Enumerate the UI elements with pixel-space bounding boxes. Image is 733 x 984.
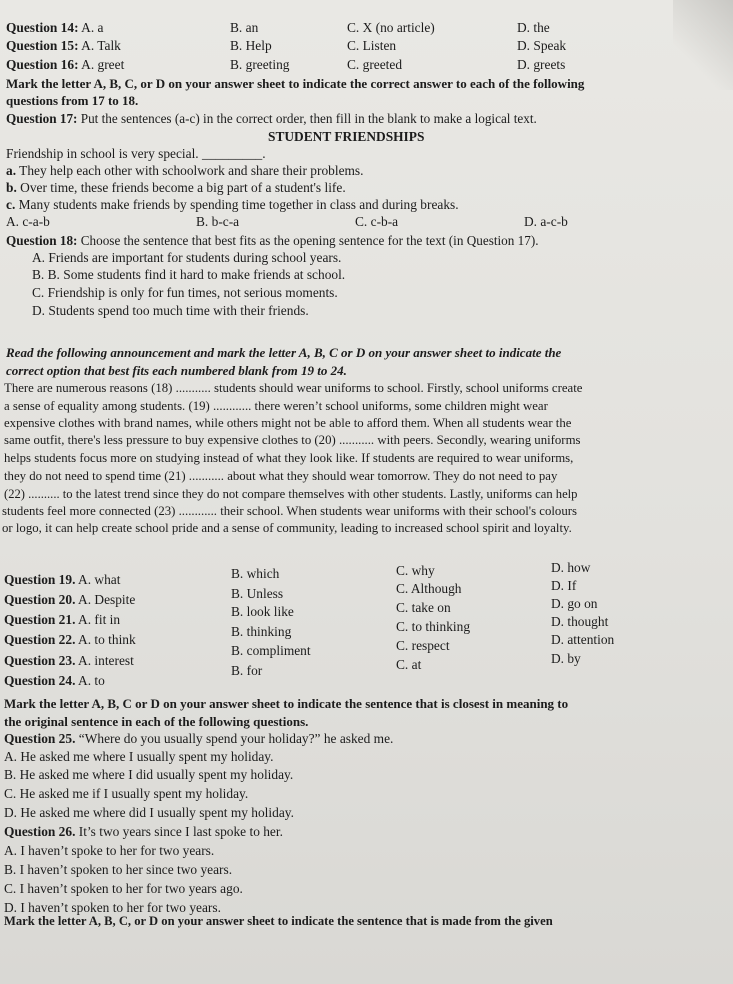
q22-option-b: B. thinking xyxy=(231,624,292,639)
question-22: Question 22. A. to think xyxy=(4,632,136,647)
q16-option-d: D. greets xyxy=(517,57,566,72)
q18-option-b: B. B. Some students find it hard to make friends at school. xyxy=(32,267,346,282)
q18-option-c: C. Friendship is only for fun times, not serious moments. xyxy=(32,285,338,300)
q16-option-c: C. greeted xyxy=(347,57,403,72)
instruction-19-24-line2: correct option that best fits each numbered blank from 19 to 24. xyxy=(6,363,347,378)
passage-line-8: students feel more connected (23) ............ their school. When students wear uniforms with their school's colours xyxy=(2,504,577,518)
question-25: Question 25. “Where do you usually spend your holiday?” he asked me. xyxy=(4,731,394,746)
question-19: Question 19. A. what xyxy=(4,572,121,587)
question-21: Question 21. A. fit in xyxy=(4,612,121,627)
q19-option-d: D. how xyxy=(551,560,591,575)
passage-line-1: There are numerous reasons (18) ........... students should wear uniforms to school. Firstly, school uniforms create xyxy=(4,381,583,395)
q14-option-b: B. an xyxy=(230,20,259,35)
instruction-17-18-line2: questions from 17 to 18. xyxy=(6,93,139,108)
q22-option-d: D. thought xyxy=(551,614,609,629)
q14-option-d: D. the xyxy=(517,20,550,35)
passage-line-2: a sense of equality among students. (19) ............ there weren’t school uniforms, some children might wear xyxy=(4,399,548,413)
q26-option-b: B. I haven’t spoken to her since two years. xyxy=(4,862,233,877)
q22-option-c: C. to thinking xyxy=(396,619,471,634)
q21-option-d: D. go on xyxy=(551,596,598,611)
instruction-25-26-line2: the original sentence in each of the following questions. xyxy=(4,714,309,729)
q20-option-b: B. Unless xyxy=(231,586,284,601)
passage-line-4: same outfit, there's less pressure to buy expensive clothes to (20) ........... with peers. Secondly, wearing uniforms xyxy=(4,433,581,447)
instruction-next-section: Mark the letter A, B, C, or D on your answer sheet to indicate the sentence that is made from the given xyxy=(4,914,553,928)
q26-option-c: C. I haven’t spoken to her for two years ago. xyxy=(4,881,243,896)
question-23: Question 23. A. interest xyxy=(4,653,134,668)
q14-option-c: C. X (no article) xyxy=(347,20,435,35)
q19-option-b: B. which xyxy=(231,566,280,581)
q17-sentence-b: b. Over time, these friends become a big part of a student's life. xyxy=(6,180,346,195)
question-15: Question 15: A. Talk xyxy=(6,38,121,53)
q18-option-a: A. Friends are important for students during school years. xyxy=(32,250,342,265)
q25-option-c: C. He asked me if I usually spent my holiday. xyxy=(4,786,249,801)
question-26: Question 26. It’s two years since I last spoke to her. xyxy=(4,824,283,839)
q17-sentence-a: a. They help each other with schoolwork and share their problems. xyxy=(6,163,364,178)
q17-option-b: B. b-c-a xyxy=(196,214,240,229)
passage-line-5: helps students focus more on studying instead of what they look like. If students are required to wear uniforms, xyxy=(4,451,574,465)
q17-stem: Friendship in school is very special. _________. xyxy=(6,146,266,161)
q26-option-d: D. I haven’t spoken to her for two years. xyxy=(4,900,221,915)
q17-option-c: C. c-b-a xyxy=(355,214,399,229)
q21-option-c: C. take on xyxy=(396,600,451,615)
q15-option-b: B. Help xyxy=(230,38,272,53)
q15-option-d: D. Speak xyxy=(517,38,567,53)
question-14: Question 14: A. a xyxy=(6,20,104,35)
question-24: Question 24. A. to xyxy=(4,673,105,688)
q17-sentence-c: c. Many students make friends by spending time together in class and during breaks. xyxy=(6,197,459,212)
q16-option-b: B. greeting xyxy=(230,57,290,72)
passage-line-7: (22) .......... to the latest trend since they do not compare themselves with other students. Lastly, uniforms can help xyxy=(4,487,578,501)
passage-line-6: they do not need to spend time (21) ........... about what they should wear tomorrow. They do not need to pay xyxy=(4,469,558,483)
q17-option-d: D. a-c-b xyxy=(524,214,568,229)
q24-option-c: C. at xyxy=(396,657,422,672)
question-16: Question 16: A. greet xyxy=(6,57,125,72)
q21-option-b: B. look like xyxy=(231,604,294,619)
q23-option-b: B. compliment xyxy=(231,643,311,658)
passage-line-9: or logo, it can help create school pride and a sense of community, leading to increased school spirit and loyalty. xyxy=(2,521,572,535)
question-17: Question 17: Put the sentences (a-c) in the correct order, then fill in the blank to make a logical text. xyxy=(6,111,537,126)
passage-line-3: expensive clothes with brand names, while others might not be able to afford them. When all students wear the xyxy=(4,416,572,430)
question-20: Question 20. A. Despite xyxy=(4,592,136,607)
instruction-25-26-line1: Mark the letter A, B, C or D on your answer sheet to indicate the sentence that is closest in meaning to xyxy=(4,696,569,711)
q15-option-c: C. Listen xyxy=(347,38,397,53)
q24-option-d: D. by xyxy=(551,651,581,666)
q25-option-b: B. He asked me where I did usually spent my holiday. xyxy=(4,767,294,782)
instruction-17-18-line1: Mark the letter A, B, C, or D on your answer sheet to indicate the correct answer to each of the following xyxy=(6,76,585,91)
q25-option-a: A. He asked me where I usually spent my holiday. xyxy=(4,749,274,764)
q25-option-d: D. He asked me where did I usually spent my holiday. xyxy=(4,805,294,820)
q17-option-a: A. c-a-b xyxy=(6,214,50,229)
page-curl-shadow xyxy=(673,0,733,90)
q24-option-b: B. for xyxy=(231,663,263,678)
q20-option-d: D. If xyxy=(551,578,577,593)
q19-option-c: C. why xyxy=(396,563,435,578)
q23-option-c: C. respect xyxy=(396,638,450,653)
q23-option-d: D. attention xyxy=(551,632,615,647)
passage-title: STUDENT FRIENDSHIPS xyxy=(268,129,425,144)
q18-option-d: D. Students spend too much time with their friends. xyxy=(32,303,309,318)
q20-option-c: C. Although xyxy=(396,581,462,596)
question-18: Question 18: Choose the sentence that best fits as the opening sentence for the text (in Question 17). xyxy=(6,233,539,248)
instruction-19-24-line1: Read the following announcement and mark the letter A, B, C or D on your answer sheet to indicate the xyxy=(6,345,562,360)
q26-option-a: A. I haven’t spoke to her for two years. xyxy=(4,843,215,858)
